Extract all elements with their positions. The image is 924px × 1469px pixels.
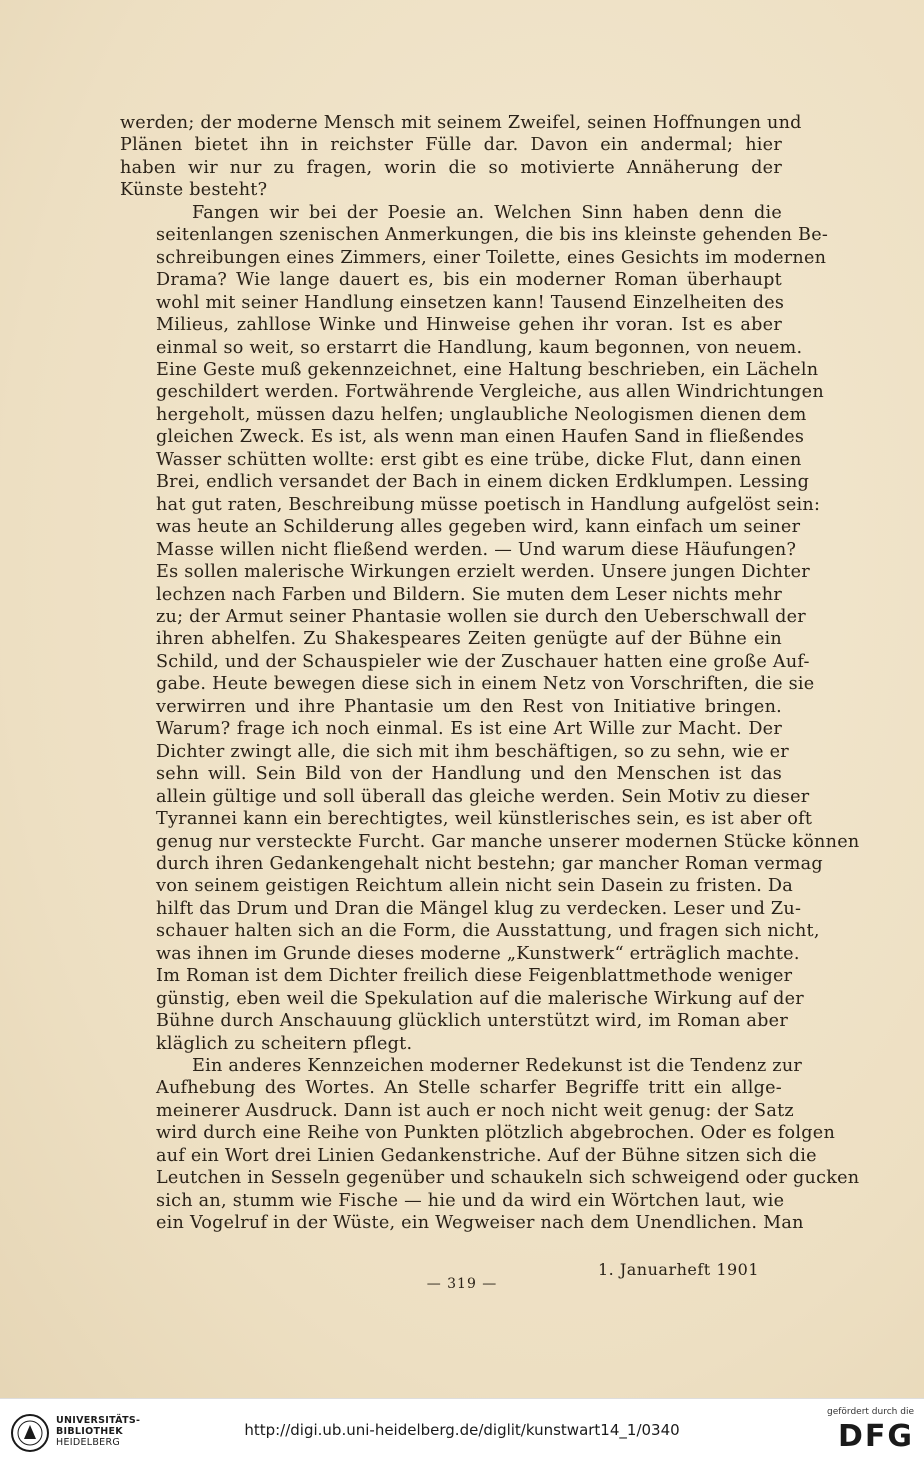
text-line: Warum? frage ich noch einmal. Es ist eine Art Wille zur Macht. Der xyxy=(156,719,782,740)
text-line: genug nur versteckte Furcht. Gar manche unserer modernen Stücke können xyxy=(156,831,860,852)
funded-by-label: gefördert durch die xyxy=(827,1407,914,1417)
issue-label: 1. Januarheft 1901 xyxy=(598,1260,760,1279)
permalink[interactable]: http://digi.ub.uni-heidelberg.de/diglit/kunstwart14_1/0340 xyxy=(244,1421,680,1439)
text-line: ihren abhelfen. Zu Shakespeares Zeiten genügte auf der Bühne ein xyxy=(156,629,782,650)
text-line: Milieus, zahllose Winke und Hinweise gehen ihr voran. Ist es aber xyxy=(156,315,782,336)
text-line: wohl mit seiner Handlung einsetzen kann! Tausend Einzelheiten des xyxy=(156,292,785,313)
dfg-logo: DFG xyxy=(837,1419,914,1454)
text-line: was heute an Schilderung alles gegeben wird, kann einfach um seiner xyxy=(156,517,801,538)
text-line: sehn will. Sein Bild von der Handlung und den Menschen ist das xyxy=(156,764,782,785)
text-line: schauer halten sich an die Form, die Ausstattung, und fragen sich nicht, xyxy=(156,921,820,942)
text-line: Wasser schütten wollte: erst gibt es eine trübe, dicke Flut, dann einen xyxy=(156,449,802,470)
text-line: von seinem geistigen Reichtum allein nicht sein Dasein zu fristen. Da xyxy=(156,876,794,897)
footer-bar xyxy=(0,1398,924,1469)
text-line: hat gut raten, Beschreibung müsse poetisch in Handlung aufgelöst sein: xyxy=(156,494,821,515)
text-line: Bühne durch Anschauung glücklich unterstützt wird, im Roman aber xyxy=(156,1011,789,1032)
text-line: Künste besteht? xyxy=(120,180,268,201)
text-line: geschildert werden. Fortwährende Vergleiche, aus allen Windrichtungen xyxy=(156,382,824,403)
text-line: Drama? Wie lange dauert es, bis ein moderner Roman überhaupt xyxy=(156,270,782,291)
text-line: Fangen wir bei der Poesie an. Welchen Sinn haben denn die xyxy=(192,202,782,223)
text-line: Plänen bietet ihn in reichster Fülle dar. Davon ein andermal; hier xyxy=(120,135,782,156)
text-line: Es sollen malerische Wirkungen erzielt werden. Unsere jungen Dichter xyxy=(156,562,810,583)
text-line: werden; der moderne Mensch mit seinem Zweifel, seinen Hoffnungen und xyxy=(120,113,802,133)
text-line: lechzen nach Farben und Bildern. Sie muten dem Leser nichts mehr xyxy=(156,584,782,605)
text-line: meinerer Ausdruck. Dann ist auch er noch nicht weit genug: der Satz xyxy=(156,1100,794,1121)
text-line: Eine Geste muß gekennzeichnet, eine Haltung beschrieben, ein Lächeln xyxy=(156,359,819,380)
text-line: verwirren und ihre Phantasie um den Rest von Initiative bringen. xyxy=(156,696,782,717)
paragraph xyxy=(120,202,860,1055)
text-line: seitenlangen szenischen Anmerkungen, die bis ins kleinste gehenden Be- xyxy=(156,225,829,246)
text-line: hilft das Drum und Dran die Mängel klug zu verdecken. Leser und Zu- xyxy=(156,898,802,919)
text-line: haben wir nur zu fragen, worin die so motivierte Annäherung der xyxy=(120,157,782,178)
text-line: Ein anderes Kennzeichen moderner Redekunst ist die Tendenz zur xyxy=(192,1056,803,1077)
text-line: durch ihren Gedankengehalt nicht bestehn; gar mancher Roman vermag xyxy=(156,853,823,874)
text-line: was ihnen im Grunde dieses moderne „Kunstwerk“ erträglich machte. xyxy=(156,943,800,964)
text-line: Masse willen nicht fließend werden. — Und warum diese Häufungen? xyxy=(156,539,797,560)
page-number: — 319 — xyxy=(426,1276,498,1292)
funder-block xyxy=(824,1407,914,1463)
text-line: kläglich zu scheitern pflegt. xyxy=(156,1033,413,1054)
text-line: sich an, stumm wie Fische — hie und da wird ein Wörtchen laut, wie xyxy=(156,1190,785,1211)
text-line: Leutchen in Sesseln gegenüber und schaukeln sich schweigend oder gucken xyxy=(156,1168,860,1189)
paragraph xyxy=(120,112,802,202)
text-line: Dichter zwingt alle, die sich mit ihm beschäftigen, so zu sehn, wie er xyxy=(156,741,789,762)
text-line: schreibungen eines Zimmers, einer Toilette, eines Gesichts im modernen xyxy=(156,247,827,268)
text-line: Im Roman ist dem Dichter freilich diese Feigenblattmethode weniger xyxy=(156,966,793,987)
text-line: Schild, und der Schauspieler wie der Zuschauer hatten eine große Auf- xyxy=(156,651,810,672)
text-line: wird durch eine Reihe von Punkten plötzlich abgebrochen. Oder es folgen xyxy=(156,1123,836,1144)
body-text xyxy=(120,112,860,1235)
text-line: Tyrannei kann ein berechtigtes, weil künstlerisches sein, es ist aber oft xyxy=(156,809,813,830)
library-line-1: UNIVERSITÄTS- xyxy=(56,1415,141,1426)
text-line: hergeholt, müssen dazu helfen; unglaubliche Neologismen dienen dem xyxy=(156,404,807,425)
text-line: einmal so weit, so erstarrt die Handlung, kaum begonnen, von neuem. xyxy=(156,337,803,358)
text-line: günstig, eben weil die Spekulation auf die malerische Wirkung auf der xyxy=(156,988,804,1009)
text-line: zu; der Armut seiner Phantasie wollen sie durch den Ueberschwall der xyxy=(156,606,806,627)
paragraph xyxy=(120,1055,860,1235)
text-line: Aufhebung des Wortes. An Stelle scharfer Begriffe tritt ein allge- xyxy=(156,1078,782,1099)
text-line: gleichen Zweck. Es ist, als wenn man einen Haufen Sand in fließendes xyxy=(156,427,805,448)
text-line: ein Vogelruf in der Wüste, ein Wegweiser nach dem Unendlichen. Man xyxy=(156,1213,804,1234)
library-line-2: BIBLIOTHEK xyxy=(56,1426,123,1437)
text-line: gabe. Heute bewegen diese sich in einem Netz von Vorschriften, die sie xyxy=(156,674,815,695)
text-line: allein gültige und soll überall das gleiche werden. Sein Motiv zu dieser xyxy=(156,786,810,807)
library-line-3: HEIDELBERG xyxy=(56,1437,121,1448)
text-line: auf ein Wort drei Linien Gedankenstriche. Auf der Bühne sitzen sich die xyxy=(156,1145,817,1166)
text-line: Brei, endlich versandet der Bach in einem dicken Erdklumpen. Lessing xyxy=(156,472,810,493)
